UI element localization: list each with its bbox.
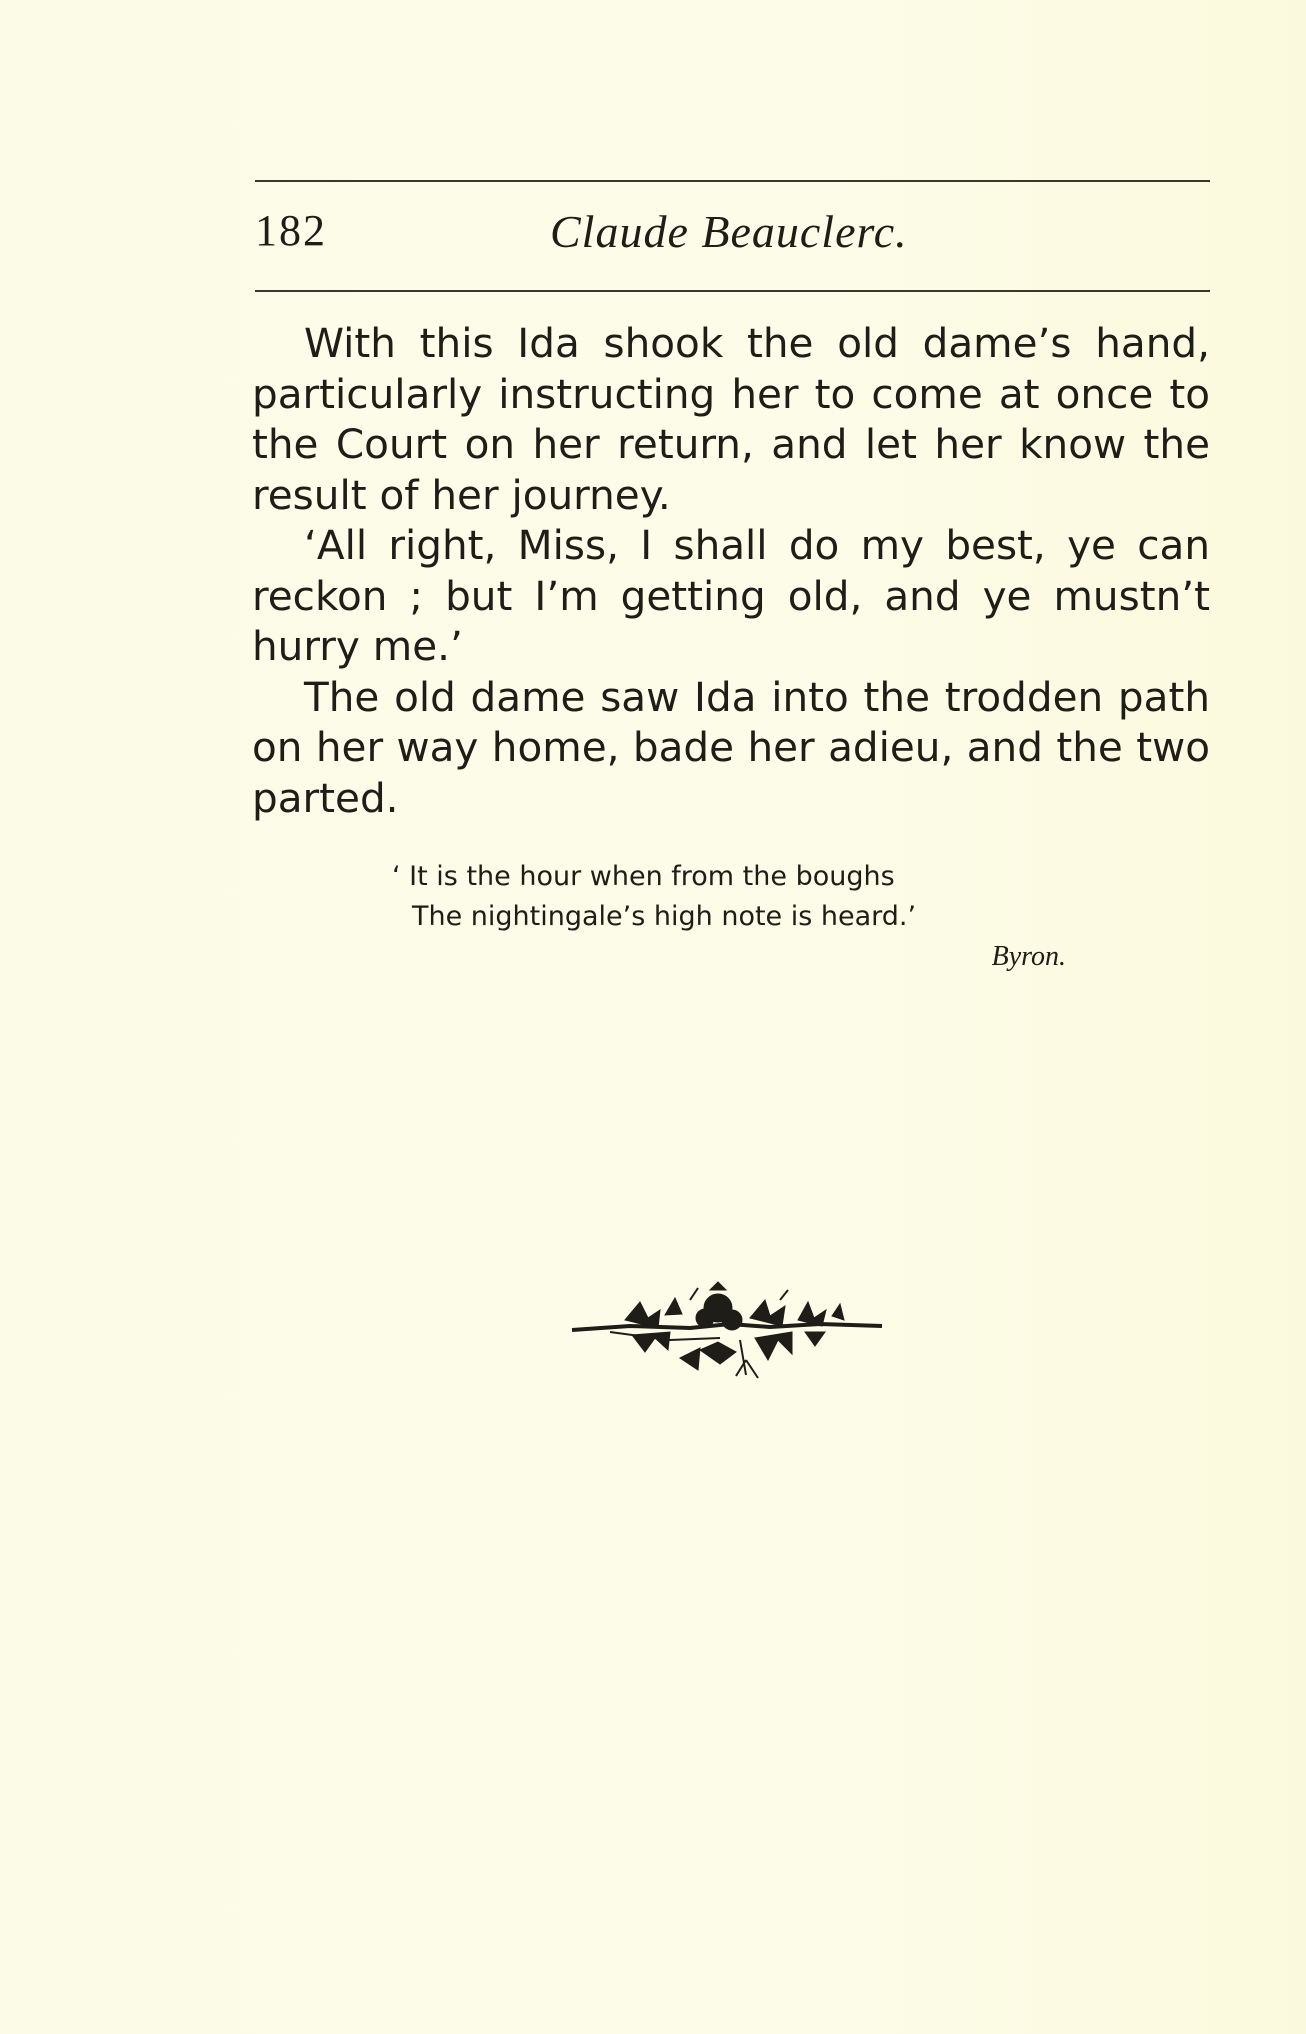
epigraph-line: ‘ It is the hour when from the boughs: [392, 861, 895, 892]
floral-vignette-icon: [570, 1280, 885, 1385]
running-title: Claude Beauclerc.: [550, 206, 908, 257]
paragraph: With this Ida shook the old dame’s hand, particularly instructing her to come at once to the Court on her return, and let her know the result of her journey.: [252, 319, 1210, 519]
header-top-rule: [255, 180, 1210, 182]
running-head: [255, 205, 1210, 265]
paragraph: The old dame saw Ida into the trodden path on her way home, bade her adieu, and the two parted.: [252, 672, 1210, 822]
paragraph: ‘All right, Miss, I shall do my best, ye can reckon ; but I’m getting old, and ye mustn’t hurry me.’: [252, 521, 1210, 670]
header-bottom-rule: [255, 290, 1210, 292]
body-text: [252, 318, 1210, 823]
epigraph-line: The nightingale’s high note is heard.’: [412, 901, 917, 932]
epigraph-author: Byron.: [991, 941, 1066, 972]
page-number: 182: [255, 206, 327, 255]
epigraph: [392, 857, 1072, 977]
